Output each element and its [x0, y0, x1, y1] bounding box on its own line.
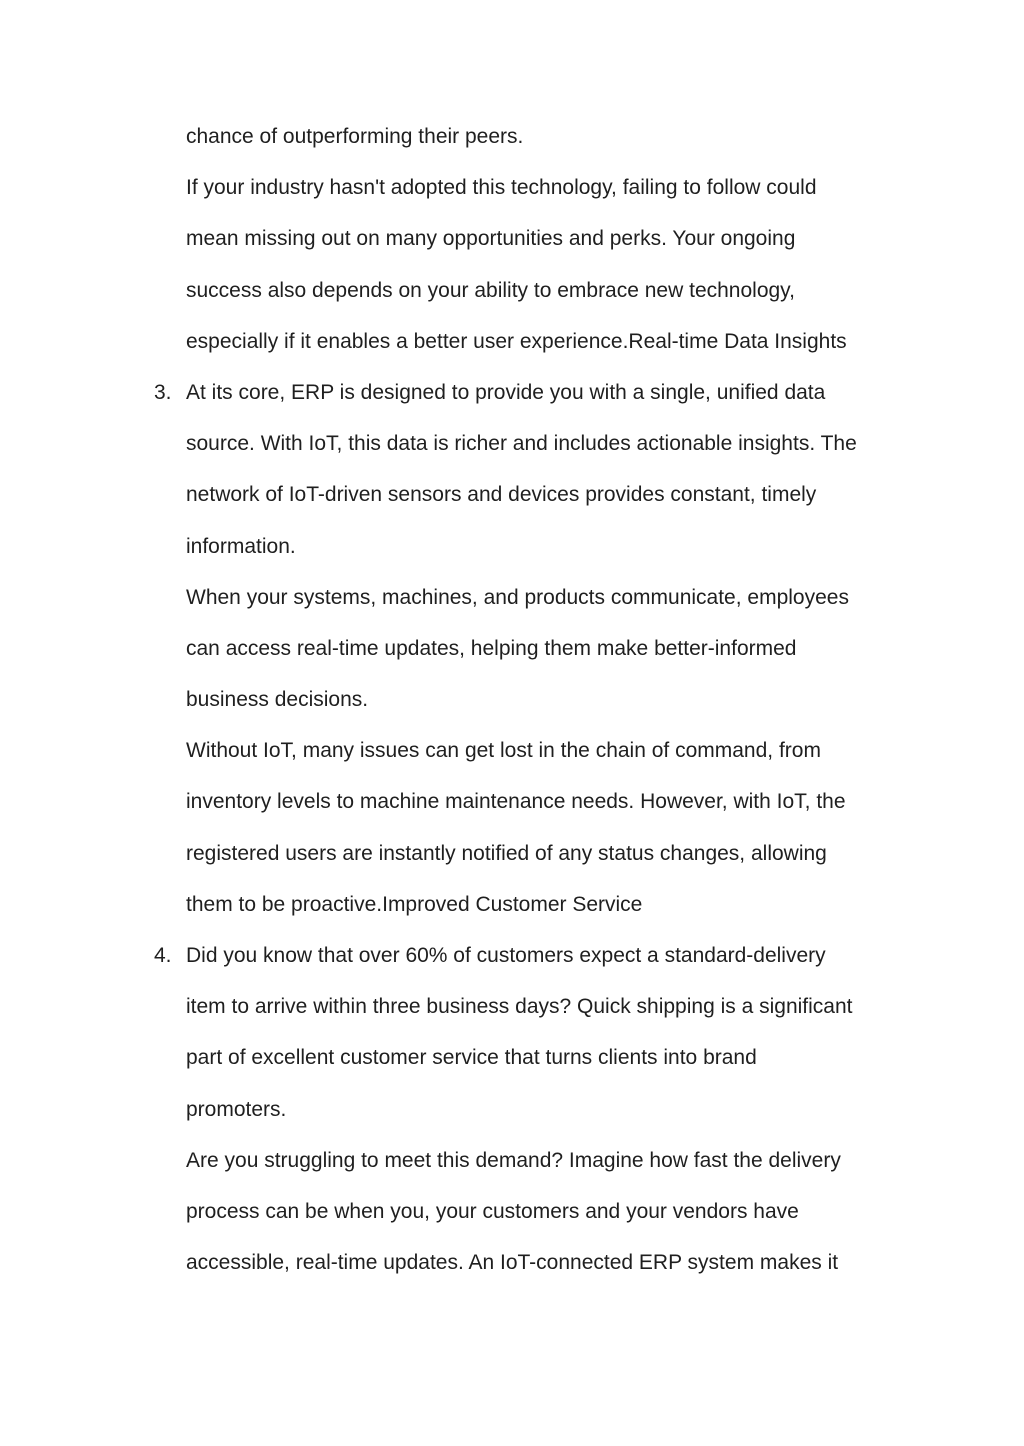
text-line: can access real-time updates, helping them make better-informed [186, 636, 797, 660]
text-line: network of IoT-driven sensors and devices provides constant, timely [186, 483, 817, 507]
document-body [154, 111, 916, 1288]
text-line: When your systems, machines, and products communicate, employees [186, 585, 849, 609]
text-line: item to arrive within three business days? Quick shipping is a significant [186, 995, 853, 1019]
text-line: information. [186, 534, 296, 558]
text-line: Without IoT, many issues can get lost in the chain of command, from [186, 739, 821, 763]
intro-paragraphs [186, 111, 916, 367]
text-line: especially if it enables a better user experience.Real-time Data Insights [186, 329, 847, 353]
list-item-4 [154, 930, 916, 1288]
text-line: mean missing out on many opportunities and perks. Your ongoing [186, 227, 796, 251]
text-line: promoters. [186, 1097, 287, 1121]
text-line: Did you know that over 60% of customers expect a standard-delivery [186, 944, 826, 967]
text-line: inventory levels to machine maintenance needs. However, with IoT, the [186, 790, 846, 814]
text-line: At its core, ERP is designed to provide you with a single, unified data [186, 380, 826, 404]
text-line: If your industry hasn't adopted this technology, failing to follow could [186, 176, 817, 200]
list-number: 3. [154, 380, 172, 404]
text-line: success also depends on your ability to embrace new technology, [186, 278, 795, 302]
text-line: them to be proactive.Improved Customer Service [186, 892, 643, 916]
text-line: chance of outperforming their peers. [186, 125, 524, 148]
list-number: 4. [154, 944, 172, 967]
list-item-3 [154, 367, 916, 930]
text-line: part of excellent customer service that turns clients into brand [186, 1046, 757, 1070]
text-line: business decisions. [186, 688, 369, 712]
text-line: process can be when you, your customers and your vendors have [186, 1199, 799, 1223]
text-line: source. With IoT, this data is richer and includes actionable insights. The [186, 432, 857, 456]
text-line: Are you struggling to meet this demand? Imagine how fast the delivery [186, 1148, 841, 1172]
text-line: registered users are instantly notified of any status changes, allowing [186, 841, 827, 865]
text-line: accessible, real-time updates. An IoT-connected ERP system makes it [186, 1251, 839, 1275]
